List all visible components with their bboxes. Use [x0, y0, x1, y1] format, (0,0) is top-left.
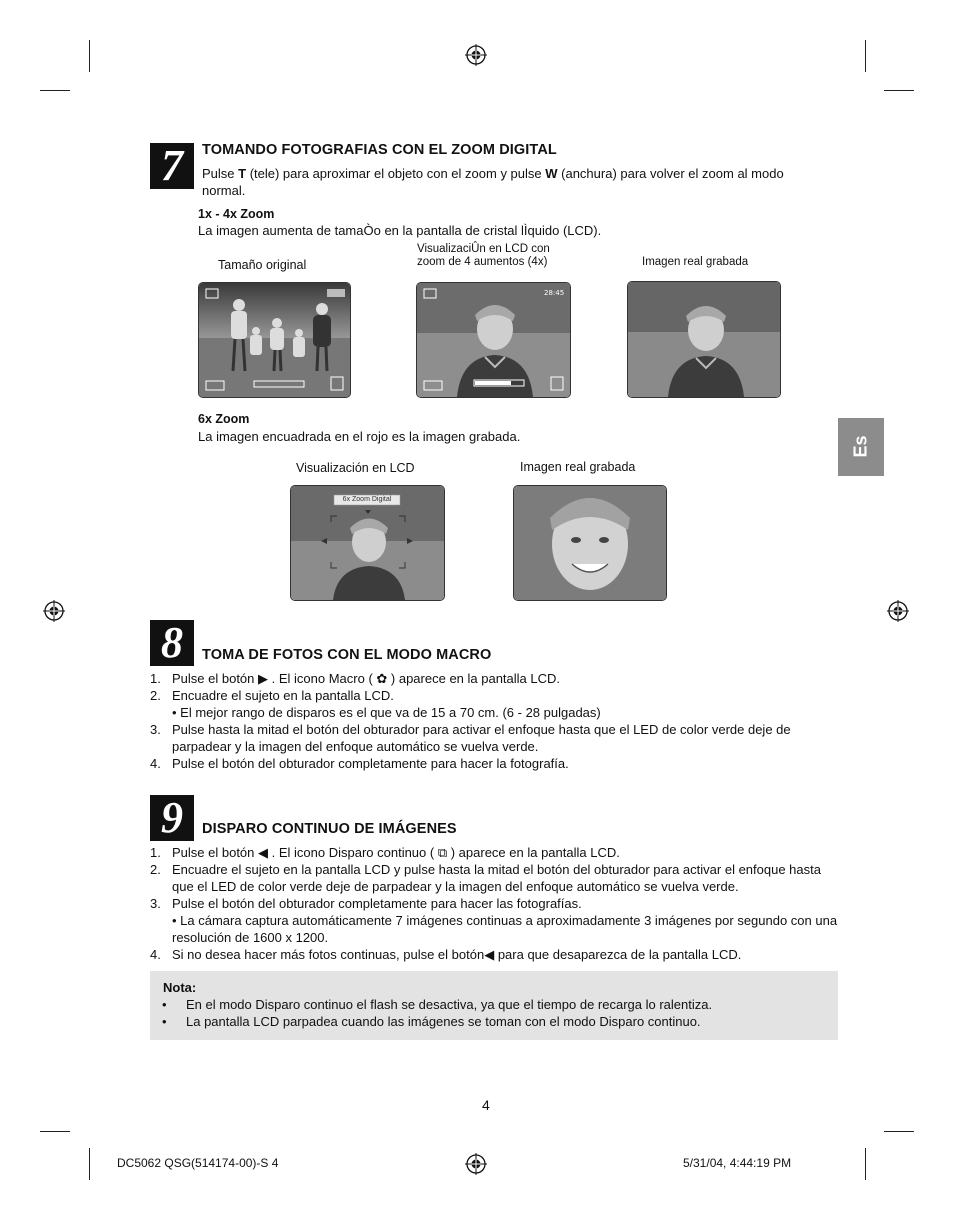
- lcd-counter: 28:45: [544, 289, 565, 297]
- language-tab: Es: [838, 418, 884, 476]
- photo-family-lcd: [198, 282, 351, 398]
- note-item: La pantalla LCD parpadea cuando las imágenes se toman con el modo Disparo continuo.: [186, 1014, 701, 1029]
- list-item: 2. Encuadre el sujeto en la pantalla LCD y pulse hasta la mitad el botón del obturador para activar el enfoque hasta que el LED de color verde deje de parpadear y la imagen del enfoque automático se vuelva verde.: [150, 862, 821, 894]
- list-item: • La cámara captura automáticamente 7 imágenes continuas a aproximadamente 3 imágenes por segundo con una resolución de 1600 x 1200.: [172, 913, 838, 945]
- section-8-steps: [150, 670, 840, 772]
- list-item: 4. Pulse el botón del obturador completamente para hacer la fotografía.: [150, 756, 569, 771]
- label-lcd-4x-line2: zoom de 4 aumentos (4x): [417, 256, 548, 268]
- section-9-title: DISPARO CONTINUO DE IMÁGENES: [202, 821, 457, 837]
- label-lcd-display: Visualización en LCD: [296, 461, 415, 475]
- zoom-6x-text: La imagen encuadrada en el rojo es la imagen grabada.: [198, 429, 521, 444]
- registration-mark-icon: [887, 600, 909, 622]
- list-item: 1. Pulse el botón ▶ . El icono Macro ( ✿ ) aparece en la pantalla LCD.: [150, 671, 561, 686]
- page-number: 4: [482, 1097, 490, 1113]
- zoom-1x-4x-heading: 1x - 4x Zoom: [198, 207, 275, 221]
- crop-mark: [40, 90, 70, 91]
- section-7-intro: Pulse T (tele) para aproximar el objeto con el zoom y pulse W (anchura) para volver el zoom al modo normal.: [202, 166, 784, 198]
- note-title: Nota:: [163, 980, 197, 995]
- footer-right: 5/31/04, 4:44:19 PM: [683, 1156, 792, 1170]
- label-original-size: Tamaño original: [218, 258, 307, 272]
- note-item: En el modo Disparo continuo el flash se desactiva, ya que el tiempo de recarga lo ralentiza.: [186, 997, 713, 1012]
- label-real-image-2: Imagen real grabada: [520, 460, 636, 474]
- label-real-image-1: Imagen real grabada: [642, 256, 749, 268]
- label-lcd-4x-line1: VisualizaciÛn en LCD con: [417, 243, 550, 255]
- list-item: 4. Si no desea hacer más fotos continuas, pulse el botón◀ para que desaparezca de la pantalla LCD.: [150, 947, 742, 962]
- crop-mark: [40, 1131, 70, 1132]
- lcd-zoom-badge: 6x Zoom Digital: [342, 496, 392, 503]
- list-item: 3. Pulse el botón del obturador completamente para hacer las fotografías.: [150, 896, 582, 911]
- step-number-8: 8: [150, 620, 194, 666]
- note-bullet: •: [162, 997, 167, 1012]
- crop-mark: [865, 40, 866, 72]
- zoom-1x-4x-text: La imagen aumenta de tamaÒo en la pantalla de cristal lÌquido (LCD).: [198, 223, 602, 238]
- step-number-7: 7: [150, 143, 194, 189]
- list-item: 3. Pulse hasta la mitad el botón del obturador para activar el enfoque hasta que el LED de color verde deje de parpadear y la imagen del enfoque automático se vuelva verde.: [150, 722, 791, 754]
- photo-boy-lcd-4x: [416, 282, 571, 398]
- crop-mark: [884, 1131, 914, 1132]
- photo-boy-real-1: [627, 281, 781, 398]
- crop-mark: [89, 1148, 90, 1180]
- crop-mark: [89, 40, 90, 72]
- registration-mark-icon: [465, 1153, 487, 1175]
- section-9-steps: [150, 844, 840, 963]
- photo-lcd-6x: [290, 485, 445, 601]
- crop-mark: [865, 1148, 866, 1180]
- continuous-shot-icon: ⧉: [437, 845, 448, 860]
- registration-mark-icon: [465, 44, 487, 66]
- list-item: • El mejor rango de disparos es el que va de 15 a 70 cm. (6 - 28 pulgadas): [172, 705, 601, 720]
- section-7-title: TOMANDO FOTOGRAFIAS CON EL ZOOM DIGITAL: [202, 142, 557, 158]
- note-bullet: •: [162, 1014, 167, 1029]
- crop-mark: [884, 90, 914, 91]
- note-box: [150, 971, 838, 1040]
- left-arrow-icon: ◀: [258, 845, 269, 860]
- list-item: 2. Encuadre el sujeto en la pantalla LCD.: [150, 688, 394, 703]
- list-item: 1. Pulse el botón ◀ . El icono Disparo continuo ( ⧉ ) aparece en la pantalla LCD.: [150, 845, 620, 860]
- footer-left: DC5062 QSG(514174-00)-S 4: [117, 1156, 279, 1170]
- step-number-9: 9: [150, 795, 194, 841]
- zoom-6x-heading: 6x Zoom: [198, 412, 250, 426]
- photo-boy-real-2: [513, 485, 667, 601]
- macro-icon: ✿: [376, 671, 388, 686]
- section-8-title: TOMA DE FOTOS CON EL MODO MACRO: [202, 647, 492, 663]
- left-arrow-icon: ◀: [484, 947, 495, 962]
- right-arrow-icon: ▶: [258, 671, 269, 686]
- registration-mark-icon: [43, 600, 65, 622]
